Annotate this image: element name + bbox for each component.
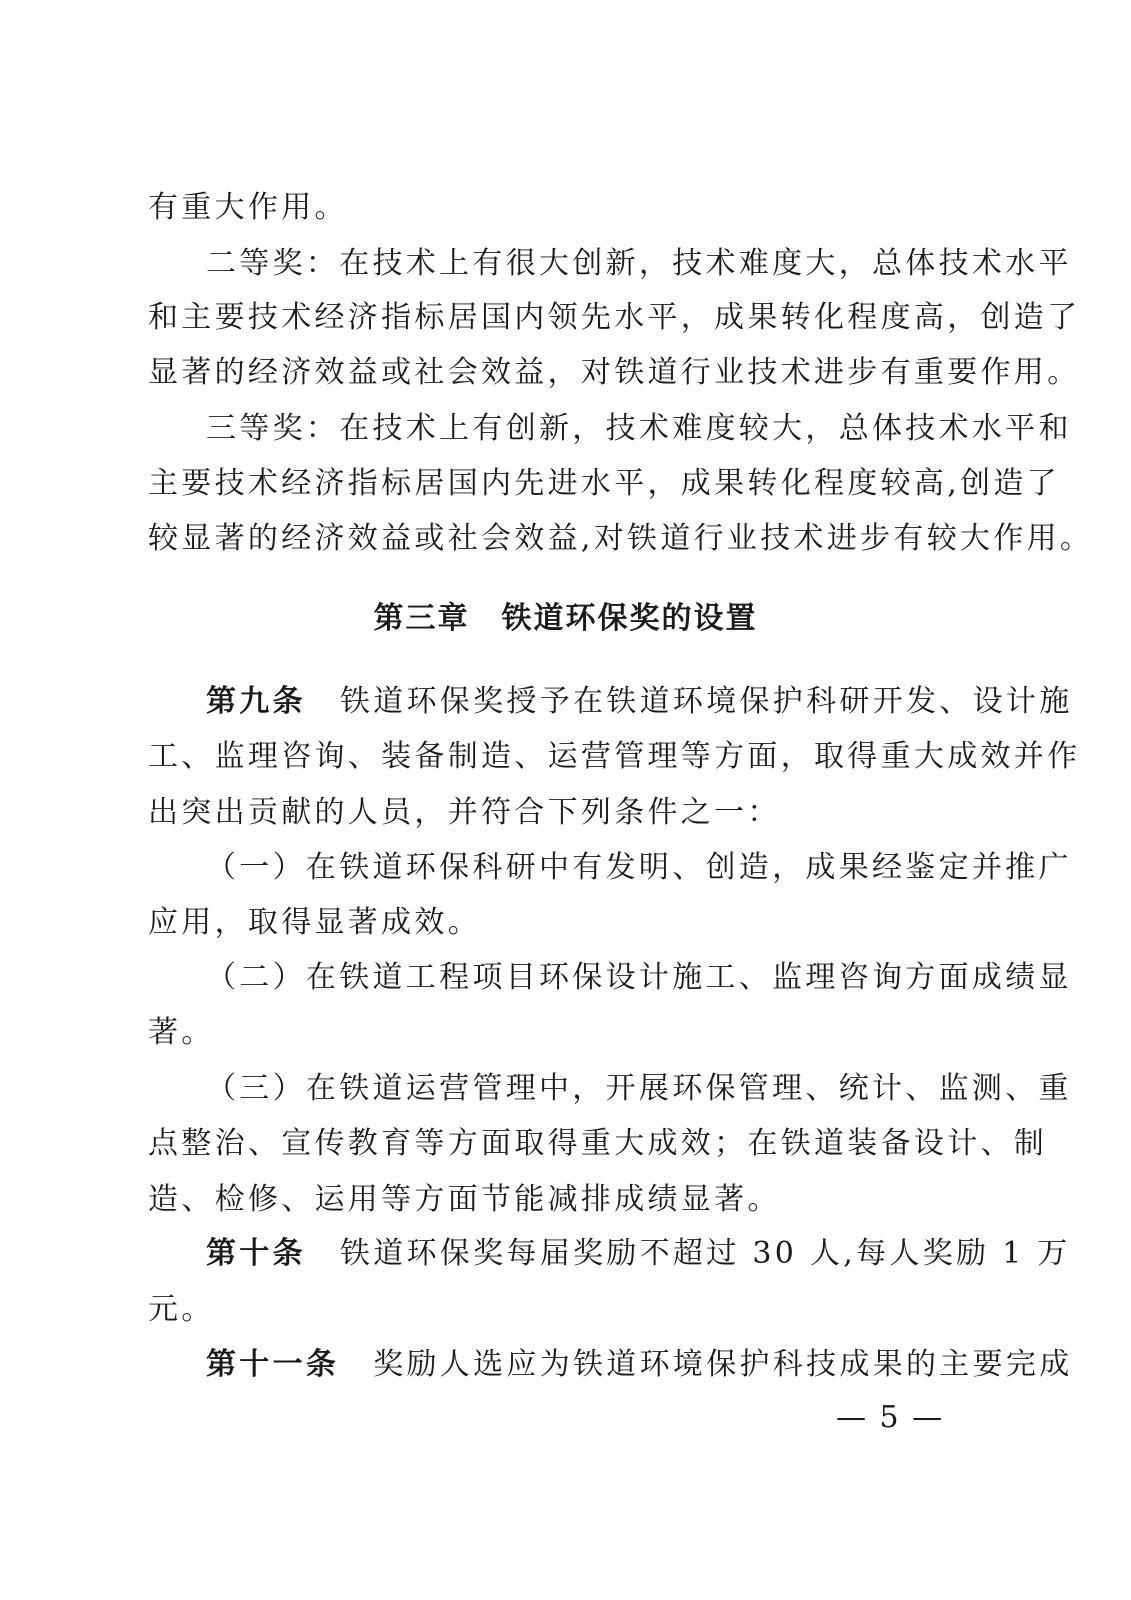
article-label: 第十一条 (206, 1347, 340, 1382)
article-11-first-line (206, 1345, 1073, 1385)
list-item-line: 点整治、宣传教育等方面取得重大成效；在铁道装备设计、制 (148, 1126, 1048, 1161)
paragraph-line: 有重大作用。 (148, 190, 348, 225)
article-label: 第九条 (206, 684, 306, 719)
list-item-line: 造、检修、运用等方面节能减排成绩显著。 (148, 1182, 781, 1217)
page-number: — 5 — (836, 1400, 945, 1435)
article-9-first-line (206, 682, 1073, 722)
paragraph-line: 显著的经济效益或社会效益，对铁道行业技术进步有重要作用。 (148, 355, 1081, 390)
list-item-line: 应用，取得显著成效。 (148, 905, 481, 940)
list-item-line: （二）在铁道工程项目环保设计施工、监理咨询方面成绩显 (206, 960, 1072, 995)
article-label: 第十条 (206, 1236, 306, 1271)
chapter-heading: 第三章 铁道环保奖的设置 (373, 601, 758, 636)
article-text: 铁道环保奖授予在铁道环境保护科研开发、设计施 (339, 684, 1073, 719)
paragraph-line: 二等奖：在技术上有很大创新，技术难度大，总体技术水平 (206, 246, 1072, 281)
list-item-line: （三）在铁道运营管理中，开展环保管理、统计、监测、重 (206, 1071, 1072, 1106)
list-item-line: 著。 (148, 1015, 215, 1050)
paragraph-line: 和主要技术经济指标居国内领先水平，成果转化程度高，创造了 (148, 300, 1081, 335)
article-10-first-line (206, 1234, 1071, 1274)
article-text: 奖励人选应为铁道环境保护科技成果的主要完成 (373, 1347, 1073, 1382)
article-text: 铁道环保奖每届奖励不超过 30 人,每人奖励 1 万 (339, 1236, 1071, 1271)
paragraph-line: 三等奖：在技术上有创新，技术难度较大，总体技术水平和 (206, 411, 1072, 446)
paragraph-line: 工、监理咨询、装备制造、运营管理等方面，取得重大成效并作 (148, 739, 1081, 774)
paragraph-line: 出突出贡献的人员，并符合下列条件之一： (148, 795, 781, 830)
paragraph-line: 元。 (148, 1292, 215, 1327)
paragraph-line: 主要技术经济指标居国内先进水平，成果转化程度较高,创造了 (148, 466, 1060, 501)
paragraph-line: 较显著的经济效益或社会效益,对铁道行业技术进步有较大作用。 (148, 521, 1094, 556)
list-item-line: （一）在铁道环保科研中有发明、创造，成果经鉴定并推广 (206, 850, 1072, 885)
